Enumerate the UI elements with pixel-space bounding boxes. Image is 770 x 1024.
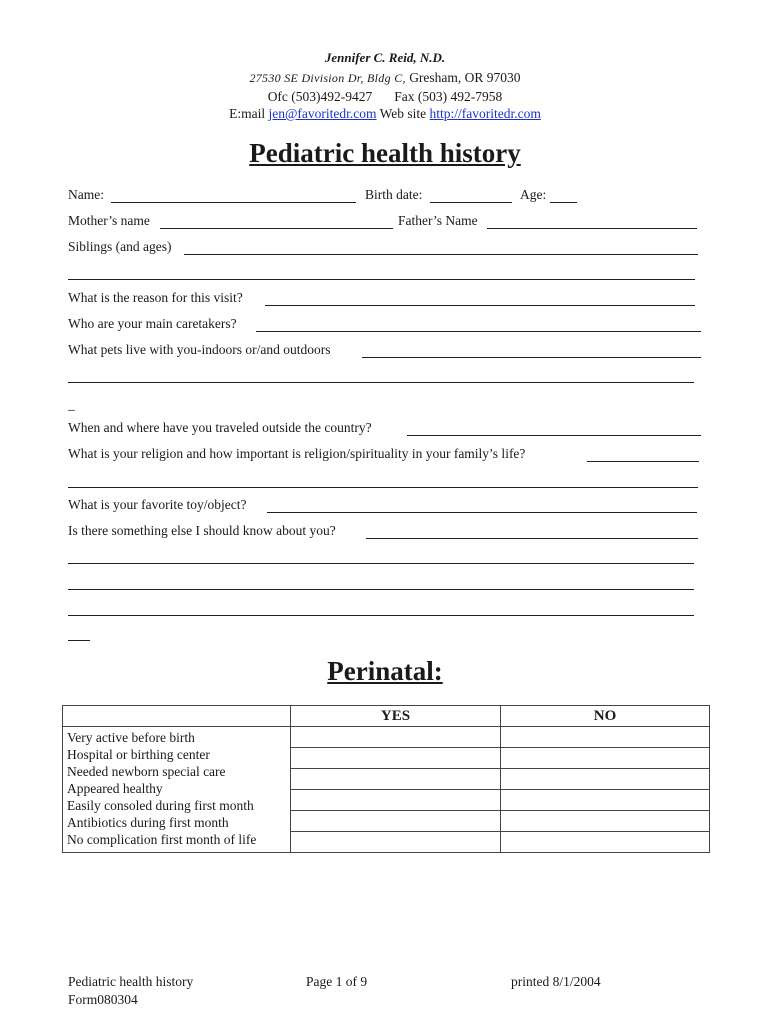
street-address: 27530 SE Division Dr, Bldg C,: [249, 71, 406, 85]
perinatal-item: Easily consoled during first month: [67, 798, 254, 813]
pets-label: What pets live with you-indoors or/and outdoors: [68, 342, 331, 357]
age-label: Age:: [520, 187, 547, 202]
religion-label: What is your religion and how important is religion/spirituality in your family’s life?: [68, 446, 526, 461]
perinatal-yes-cell[interactable]: [291, 769, 501, 790]
website-label: Web site: [376, 106, 430, 121]
perinatal-no-cell[interactable]: [501, 832, 710, 853]
perinatal-no-cell[interactable]: [501, 769, 710, 790]
name-field[interactable]: [111, 202, 356, 203]
practice-address: [0, 68, 770, 88]
siblings-field-continued[interactable]: [68, 279, 695, 280]
perinatal-item: Hospital or birthing center: [67, 747, 210, 762]
favorite-toy-label: What is your favorite toy/object?: [68, 497, 247, 512]
siblings-label: Siblings (and ages): [68, 239, 172, 254]
contact-line: [0, 104, 770, 123]
caretakers-label: Who are your main caretakers?: [68, 316, 237, 331]
perinatal-no-cell[interactable]: [501, 748, 710, 769]
travel-label: When and where have you traveled outside the country?: [68, 420, 372, 435]
website-link[interactable]: http://favoritedr.com: [429, 106, 541, 121]
birth-date-field[interactable]: [430, 202, 512, 203]
perinatal-header-blank: [63, 706, 291, 727]
footer-form-code: Form080304: [68, 992, 138, 1007]
perinatal-heading: Perinatal:: [327, 656, 443, 686]
religion-field-continued[interactable]: [68, 487, 698, 488]
mothers-name-label: Mother’s name: [68, 213, 150, 228]
mothers-name-field[interactable]: [160, 228, 393, 229]
perinatal-yes-cell[interactable]: [291, 832, 501, 853]
perinatal-items: [63, 727, 291, 853]
perinatal-item: Very active before birth: [67, 730, 195, 745]
anything-else-line-3[interactable]: [68, 589, 694, 590]
perinatal-no-cell[interactable]: [501, 811, 710, 832]
city-state-zip: Gresham, OR 97030: [405, 70, 521, 85]
name-label: Name:: [68, 187, 104, 202]
caretakers-field[interactable]: [256, 331, 701, 332]
perinatal-header-yes: YES: [291, 706, 501, 727]
anything-else-field[interactable]: [366, 538, 698, 539]
fathers-name-field[interactable]: [487, 228, 697, 229]
perinatal-yes-cell[interactable]: [291, 790, 501, 811]
pets-field-continued[interactable]: [68, 382, 694, 383]
perinatal-item: Needed newborn special care: [67, 764, 226, 779]
perinatal-yes-cell[interactable]: [291, 811, 501, 832]
perinatal-header-row: [63, 706, 710, 727]
email-link[interactable]: jen@favoritedr.com: [268, 106, 377, 121]
email-label: E:mail: [229, 106, 269, 121]
visit-reason-field[interactable]: [265, 305, 695, 306]
anything-else-label: Is there something else I should know about you?: [68, 523, 336, 538]
page-title: Pediatric health history: [249, 138, 521, 168]
perinatal-table: [62, 705, 710, 853]
siblings-field[interactable]: [184, 254, 698, 255]
anything-else-line-5[interactable]: [68, 640, 90, 641]
perinatal-no-cell[interactable]: [501, 727, 710, 748]
fathers-name-label: Father’s Name: [398, 213, 478, 228]
perinatal-item: Appeared healthy: [67, 781, 163, 796]
perinatal-item: No complication first month of life: [67, 832, 257, 847]
fax-number: Fax (503) 492-7958: [394, 89, 503, 104]
perinatal-yes-cell[interactable]: [291, 748, 501, 769]
travel-field[interactable]: [407, 435, 701, 436]
favorite-toy-field[interactable]: [267, 512, 697, 513]
birth-date-label: Birth date:: [365, 187, 423, 202]
pets-field[interactable]: [362, 357, 701, 358]
footer-form-name: Pediatric health history: [68, 974, 194, 989]
perinatal-header-no: NO: [501, 706, 710, 727]
stray-underscore: _: [68, 397, 75, 412]
anything-else-line-2[interactable]: [68, 563, 694, 564]
anything-else-line-4[interactable]: [68, 615, 694, 616]
footer-page-number: Page 1 of 9: [306, 974, 368, 989]
footer-printed-date: printed 8/1/2004: [511, 974, 601, 989]
perinatal-item: Antibiotics during first month: [67, 815, 229, 830]
office-phone: Ofc (503)492-9427: [267, 89, 373, 104]
doctor-name: Jennifer C. Reid, N.D.: [324, 50, 446, 65]
footer-form-info: [68, 973, 193, 1009]
perinatal-no-cell[interactable]: [501, 790, 710, 811]
visit-reason-label: What is the reason for this visit?: [68, 290, 243, 305]
perinatal-yes-cell[interactable]: [291, 727, 501, 748]
religion-field[interactable]: [587, 461, 699, 462]
age-field[interactable]: [550, 202, 577, 203]
